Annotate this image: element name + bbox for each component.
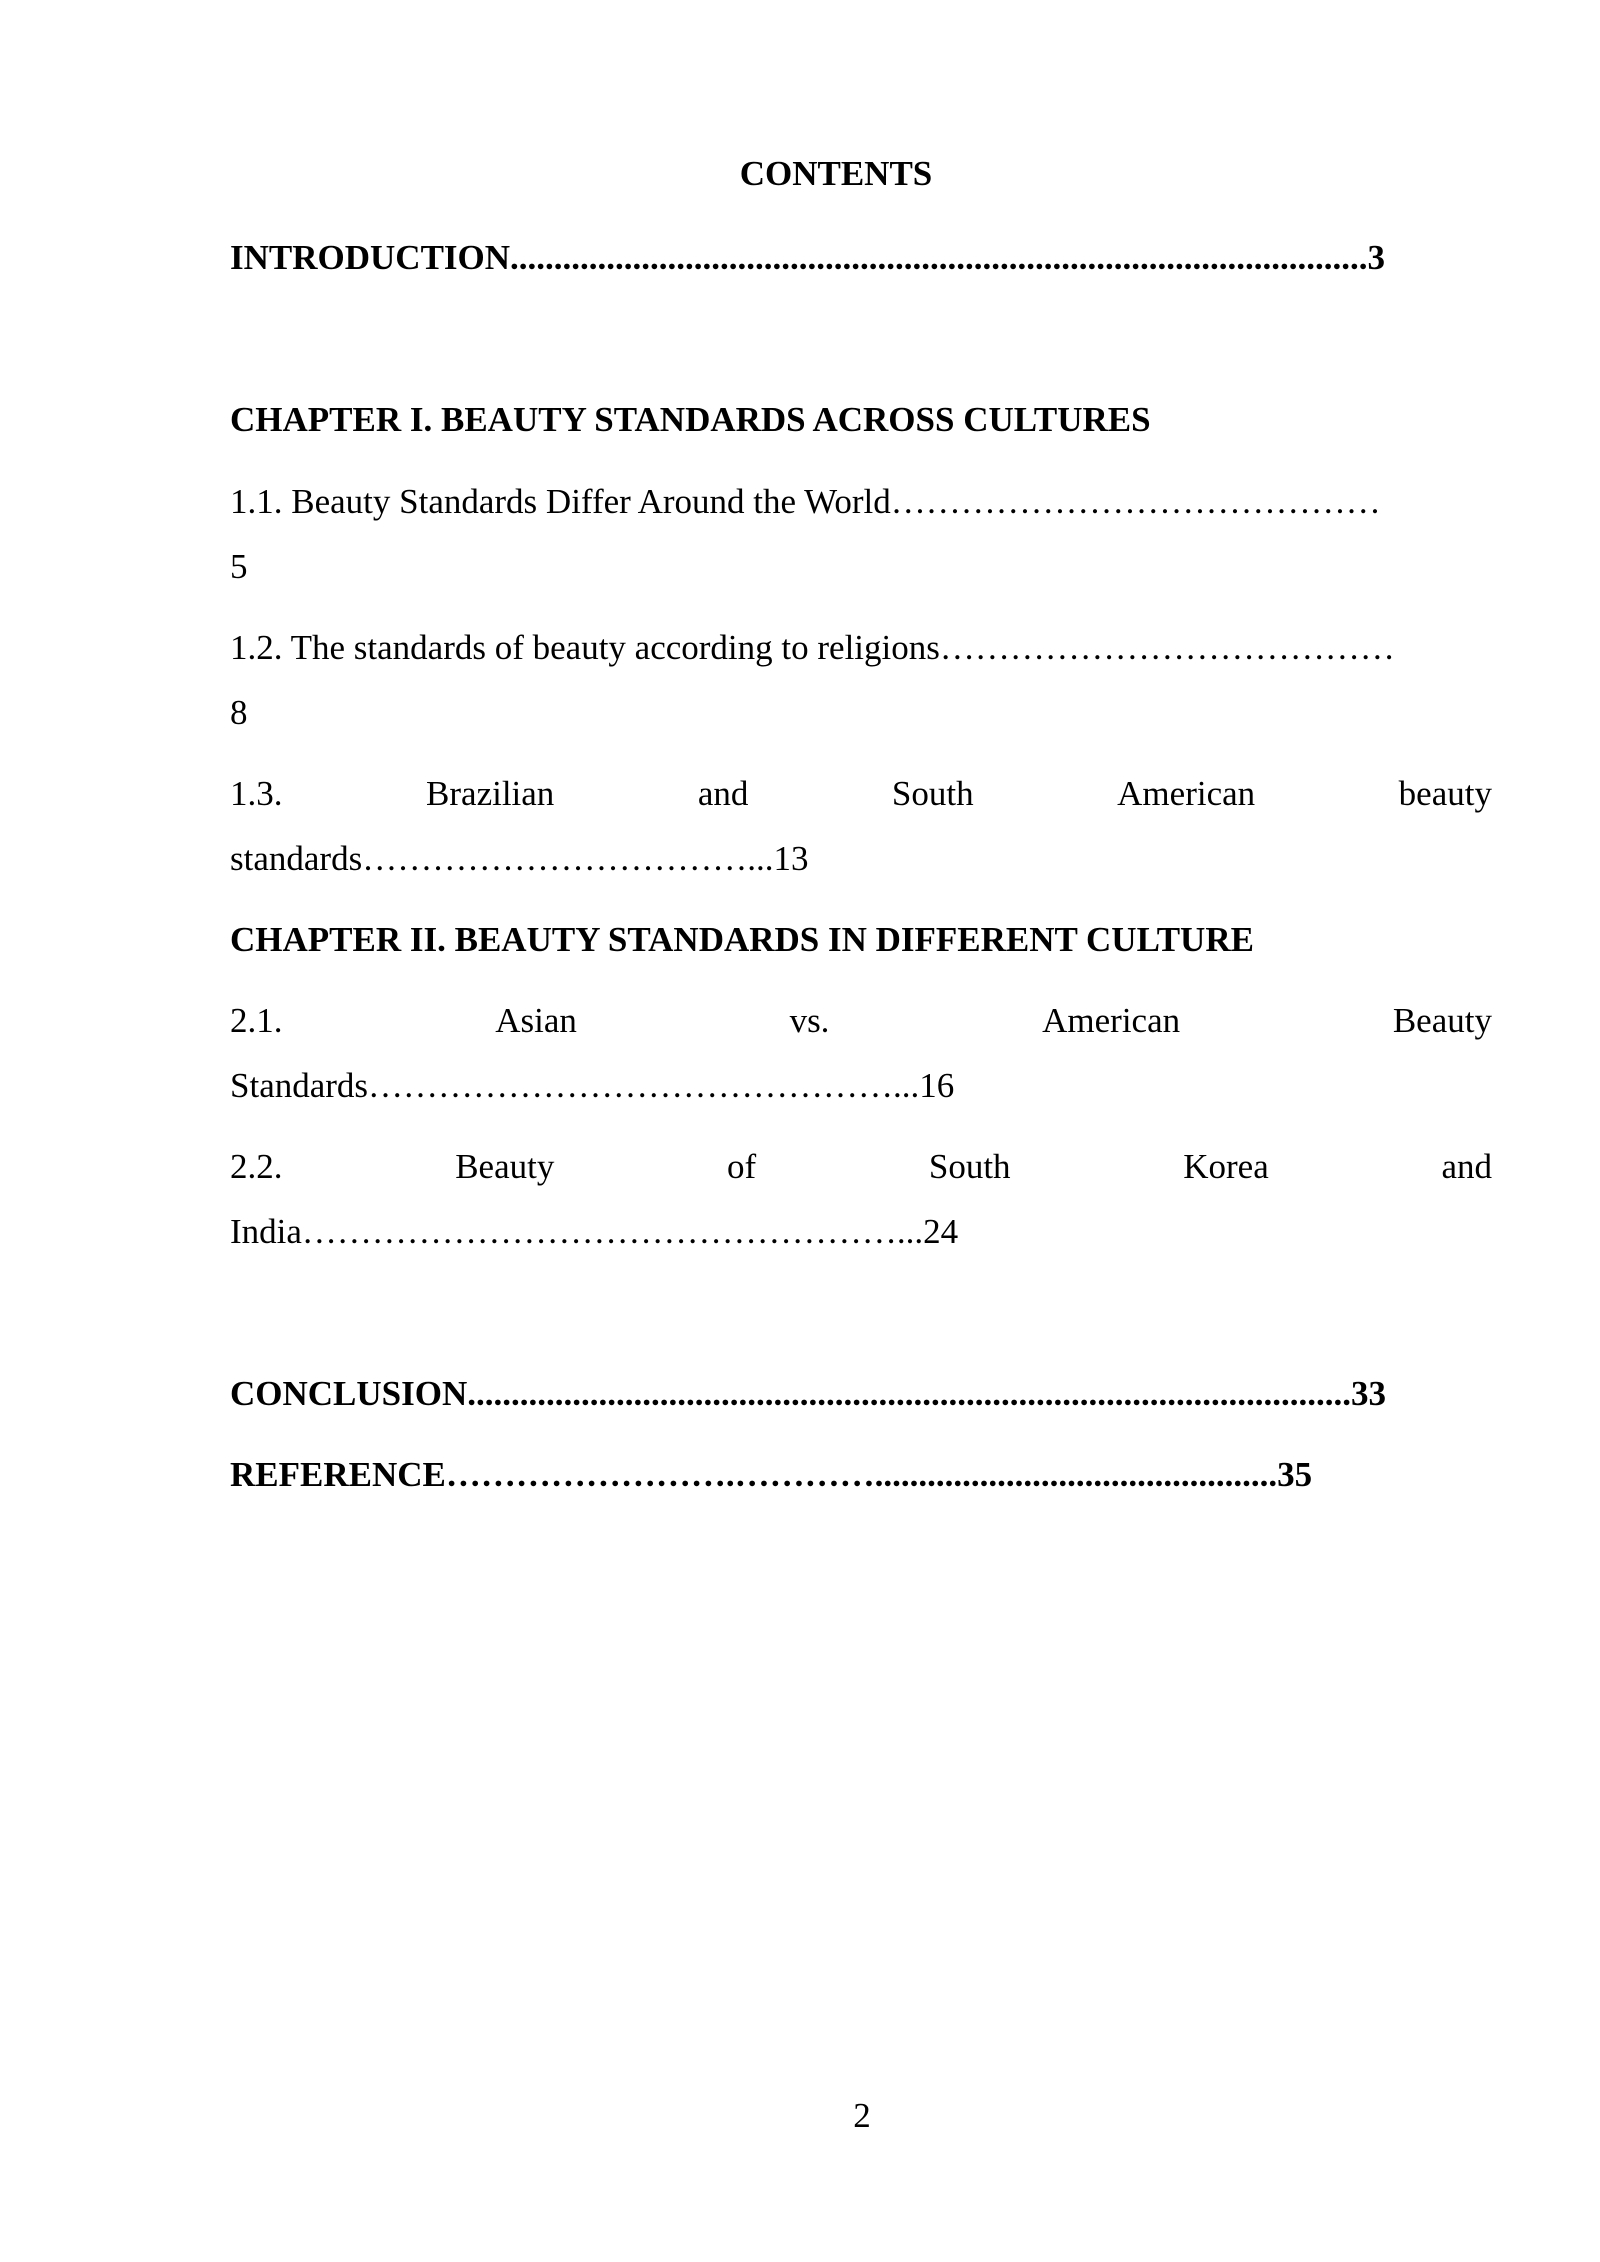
toc-word: of [727, 1147, 757, 1186]
toc-section-2-1-page: Standards………………………………………...16 [230, 1066, 955, 1105]
toc-word: beauty [1398, 774, 1492, 813]
contents-title: CONTENTS [739, 154, 933, 193]
toc-section-1-1: 1.1. Beauty Standards Differ Around the World…………………………………… [230, 482, 1381, 521]
toc-section-1-1-page: 5 [230, 547, 248, 586]
toc-conclusion: CONCLUSION.....................................................................................................33 [230, 1374, 1387, 1413]
toc-word: vs. [789, 1001, 830, 1040]
toc-section-2-1 [230, 999, 1492, 1043]
toc-word: 2.2. [230, 1147, 283, 1186]
toc-word: American [1117, 774, 1256, 813]
toc-word: South [928, 1147, 1011, 1186]
toc-word: Korea [1183, 1147, 1269, 1186]
toc-section-1-3-page: standards……………………………...13 [230, 839, 809, 878]
toc-word: and [697, 774, 749, 813]
toc-word: Brazilian [426, 774, 555, 813]
toc-word: American [1042, 1001, 1181, 1040]
toc-word: Beauty [455, 1147, 555, 1186]
toc-section-1-3 [230, 772, 1492, 816]
toc-reference: REFERENCE…………………….…………..............................................35 [230, 1455, 1313, 1494]
chapter-1-heading: CHAPTER I. BEAUTY STANDARDS ACROSS CULTURES [230, 400, 1151, 439]
toc-section-1-2: 1.2. The standards of beauty according to religions………………………………… [230, 628, 1395, 667]
toc-word: South [891, 774, 974, 813]
toc-word: 2.1. [230, 1001, 283, 1040]
toc-section-1-2-page: 8 [230, 693, 248, 732]
toc-word: 1.3. [230, 774, 283, 813]
toc-introduction: INTRODUCTION..................................................................................................3 [230, 238, 1386, 277]
toc-section-2-2-page: India……………………………………………...24 [230, 1212, 959, 1251]
toc-word: and [1441, 1147, 1492, 1186]
toc-word: Asian [495, 1001, 577, 1040]
toc-word: Beauty [1392, 1001, 1492, 1040]
toc-section-2-2 [230, 1145, 1492, 1189]
chapter-2-heading: CHAPTER II. BEAUTY STANDARDS IN DIFFERENT CULTURE [230, 920, 1254, 959]
page-number: 2 [853, 2096, 871, 2135]
